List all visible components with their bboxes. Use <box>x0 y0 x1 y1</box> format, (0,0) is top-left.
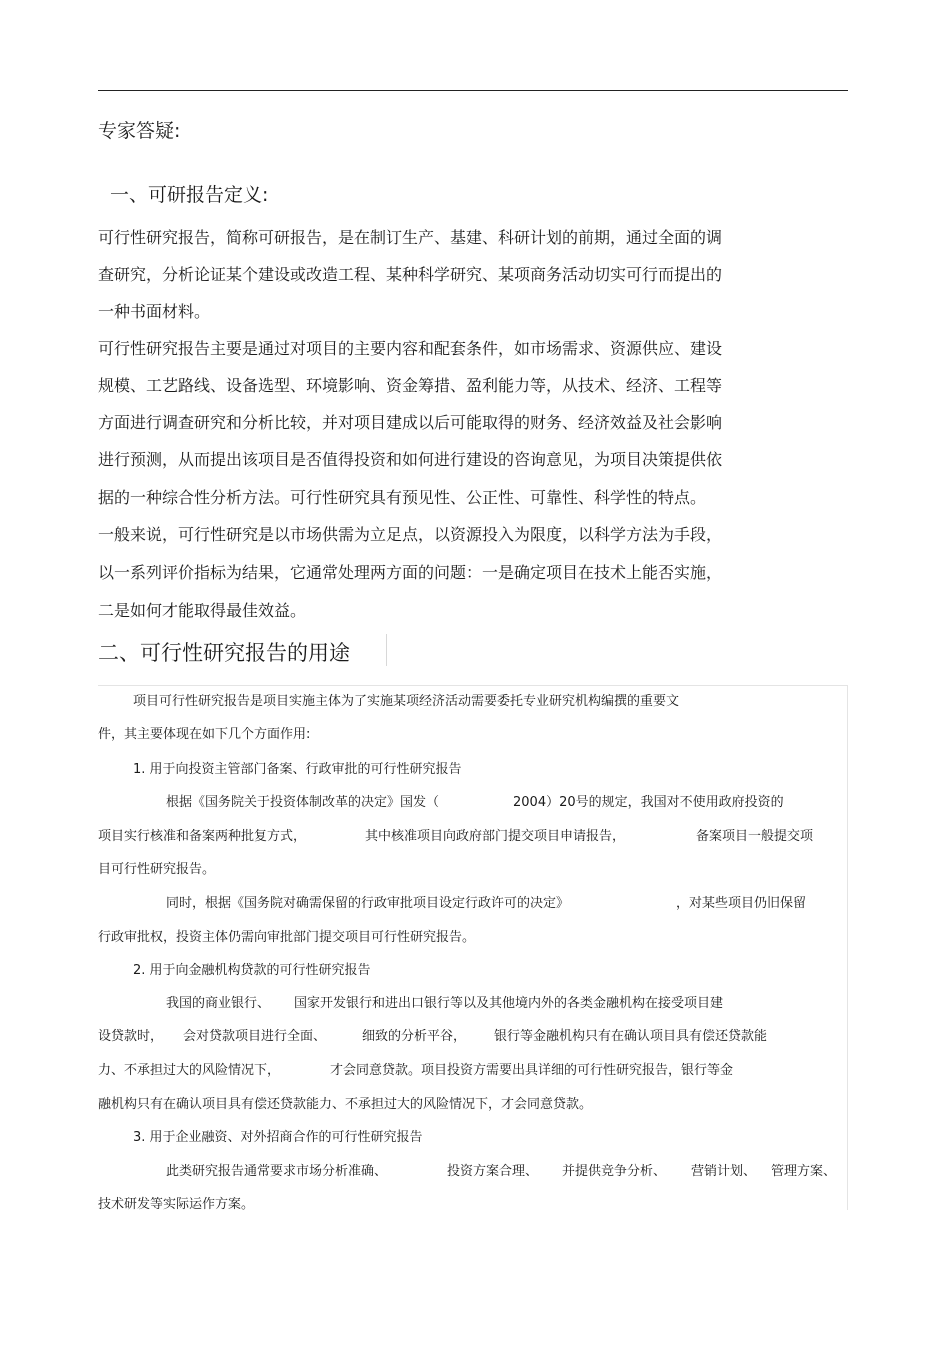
item1-text: 2004）20号的规定，我国对不使用政府投资的 <box>513 795 784 810</box>
section1-line: 二是如何才能取得最佳效益。 <box>98 601 307 620</box>
item1-text: 其中核准项目向政府部门提交项目申请报告， <box>365 829 626 844</box>
item2-title: 2. 用于向金融机构贷款的可行性研究报告 <box>133 963 371 978</box>
item1-text: 行政审批权，投资主体仍需向审批部门提交项目可行性研究报告。 <box>98 930 476 945</box>
item2-text: 细致的分析平谷， <box>362 1029 467 1044</box>
content-frame-top <box>98 685 847 686</box>
section1-line: 查研究，分析论证某个建设或改造工程、某种科学研究、某项商务活动切实可行而提出的 <box>98 265 723 284</box>
item2-text: 设贷款时， <box>98 1029 164 1044</box>
item1-text: 目可行性研究报告。 <box>98 862 216 877</box>
item1-text: 同时，根据《国务院对确需保留的行政审批项目设定行政许可的决定》 <box>166 896 570 911</box>
section1-line: 进行预测，从而提出该项目是否值得投资和如何进行建设的咨询意见，为项目决策提供依 <box>98 450 723 469</box>
section2-title: 二、可行性研究报告的用途 <box>98 641 350 665</box>
section1-line: 一般来说，可行性研究是以市场供需为立足点，以资源投入为限度，以科学方法为手段， <box>98 525 723 544</box>
section1-line: 可行性研究报告主要是通过对项目的主要内容和配套条件，如市场需求、资源供应、建设 <box>98 339 723 358</box>
item3-text: 并提供竞争分析、 <box>562 1164 667 1179</box>
item2-text: 力、不承担过大的风险情况下， <box>98 1063 281 1078</box>
item3-title: 3. 用于企业融资、对外招商合作的可行性研究报告 <box>133 1130 423 1145</box>
item2-text: 我国的商业银行、 <box>166 996 271 1011</box>
item1-title: 1. 用于向投资主管部门备案、行政审批的可行性研究报告 <box>133 762 462 777</box>
section1-title: 一、可研报告定义: <box>110 184 269 206</box>
section1-line: 据的一种综合性分析方法。可行性研究具有预见性、公正性、可靠性、科学性的特点。 <box>98 488 707 507</box>
item3-text: 此类研究报告通常要求市场分析准确、 <box>166 1164 388 1179</box>
item3-text: 投资方案合理、 <box>447 1164 539 1179</box>
section1-line: 一种书面材料。 <box>98 302 211 321</box>
item3-text: 营销计划、 <box>691 1164 757 1179</box>
item1-text: 根据《国务院关于投资体制改革的决定》国发（ <box>166 795 440 810</box>
header-rule <box>98 90 848 91</box>
section1-line: 可行性研究报告，简称可研报告，是在制订生产、基建、科研计划的前期，通过全面的调 <box>98 228 723 247</box>
item3-text: 技术研发等实际运作方案。 <box>98 1197 255 1212</box>
section1-line: 规模、工艺路线、设备选型、环境影响、资金筹措、盈利能力等，从技术、经济、工程等 <box>98 376 723 395</box>
content-frame-right <box>847 685 848 1210</box>
item2-text: 才会同意贷款。项目投资方需要出具详细的可行性研究报告，银行等金 <box>330 1063 734 1078</box>
page-heading: 专家答疑: <box>98 120 181 142</box>
item1-text: 备案项目一般提交项 <box>696 829 814 844</box>
item2-text: 融机构只有在确认项目具有偿还贷款能力、不承担过大的风险情况下，才会同意贷款。 <box>98 1097 593 1112</box>
item2-text: 国家开发银行和进出口银行等以及其他境内外的各类金融机构在接受项目建 <box>294 996 724 1011</box>
section1-line: 以一系列评价指标为结果，它通常处理两方面的问题：一是确定项目在技术上能否实施， <box>98 563 723 582</box>
item1-text: ，对某些项目仍旧保留 <box>676 896 807 911</box>
item2-text: 会对贷款项目进行全面、 <box>183 1029 327 1044</box>
item3-text: 管理方案、 <box>771 1164 837 1179</box>
section2-intro-line: 项目可行性研究报告是项目实施主体为了实施某项经济活动需要委托专业研究机构编撰的重要文 <box>133 694 680 709</box>
item2-text: 银行等金融机构只有在确认项目具有偿还贷款能 <box>494 1029 768 1044</box>
section1-line: 方面进行调查研究和分析比较，并对项目建成以后可能取得的财务、经济效益及社会影响 <box>98 413 723 432</box>
item1-text: 项目实行核准和备案两种批复方式， <box>98 829 307 844</box>
section2-intro-line: 件，其主要体现在如下几个方面作用: <box>98 727 311 742</box>
